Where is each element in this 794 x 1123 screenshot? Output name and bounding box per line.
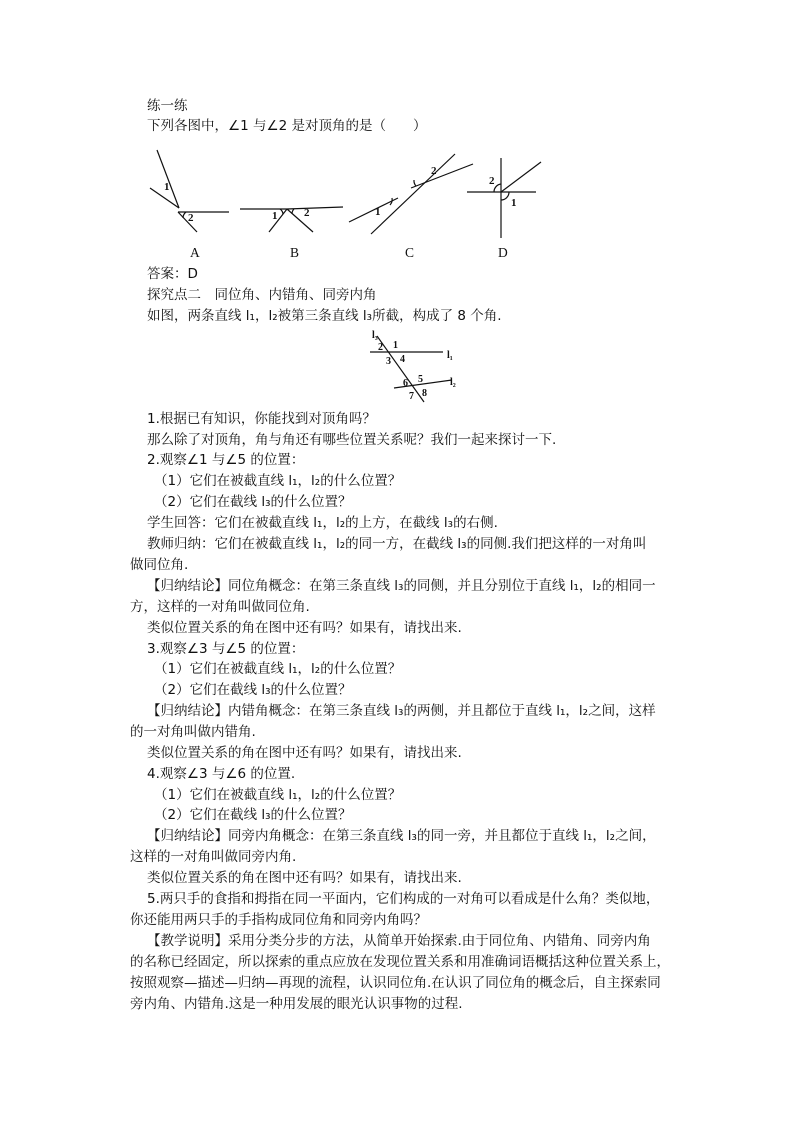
q2-sub2: （2）它们在截线 l₃的什么位置？: [154, 494, 352, 510]
teaching-note-3: 按照观察—描述—归纳—再现的流程，认识同位角.在认识了同位角的概念后，自主探索同: [130, 975, 661, 991]
angle-label-3: 3: [386, 356, 391, 367]
option-a: A: [190, 245, 200, 260]
angle-label-2: 2: [378, 342, 383, 353]
q3-sub1: （1）它们在被截直线 l₁，l₂的什么位置？: [154, 661, 402, 677]
q4-sub2: （2）它们在截线 l₃的什么位置？: [154, 807, 352, 823]
option-a-label-1: 1: [164, 181, 170, 193]
find-more-3: 类似位置关系的角在图中还有吗？如果有，请找出来.: [147, 870, 462, 886]
angle-label-6: 6: [403, 378, 408, 389]
option-d-arc1: [494, 184, 501, 192]
angle-label-4: 4: [400, 354, 405, 365]
option-d-arc2: [501, 192, 509, 200]
find-more-1: 类似位置关系的角在图中还有吗？如果有，请找出来.: [147, 620, 462, 636]
q4-sub1: （1）它们在被截直线 l₁，l₂的什么位置？: [154, 787, 402, 803]
teacher-summary: 教师归纳：它们在被截直线 l₁，l₂的同一方，在截线 l₃的同侧.我们把这样的一对角叫: [147, 536, 647, 552]
option-c-label-2: 2: [431, 165, 437, 177]
line-l3: [377, 336, 424, 402]
teacher-summary-cont: 做同位角.: [130, 557, 189, 573]
q2-title: 2.观察∠1 与∠5 的位置：: [147, 452, 305, 468]
option-d-oblique: [501, 162, 541, 192]
option-c: C: [405, 245, 415, 260]
q5: 5.两只手的食指和拇指在同一平面内，它们构成的一对角可以看成是什么角？类似地，: [147, 891, 660, 907]
angle-label-5: 5: [418, 374, 423, 385]
heading-practice: 练一练: [147, 98, 188, 114]
option-b-arc1: [280, 209, 283, 214]
label-l1: l₁: [447, 350, 453, 361]
conclusion-alternate: 【归纳结论】内错角概念：在第三条直线 l₃的两侧，并且都位于直线 l₁，l₂之间，这样: [147, 703, 656, 719]
student-answer: 学生回答：它们在被截直线 l₁，l₂的上方，在截线 l₃的右侧.: [147, 515, 498, 531]
option-c-line2: [349, 198, 398, 222]
option-c-arc2: [414, 180, 416, 186]
q1-follow: 那么除了对顶角，角与角还有哪些位置关系呢？我们一起来探讨一下.: [147, 432, 557, 448]
option-d-label-2: 2: [489, 175, 495, 187]
angle-label-7: 7: [409, 391, 414, 402]
teaching-note-2: 的名称已经固定，所以探索的重点应放在发现位置关系和用准确词语概括这种位置关系上，: [130, 954, 670, 970]
option-c-line1: [371, 154, 455, 234]
option-b-label-1: 1: [272, 210, 278, 222]
option-a-arc: [183, 212, 186, 218]
option-b-arc2: [292, 209, 294, 214]
option-d-label-1: 1: [511, 197, 517, 209]
teaching-note: 【教学说明】采用分类分步的方法，从简单开始探索.由于同位角、内错角、同旁内角: [147, 933, 651, 949]
q3-title: 3.观察∠3 与∠5 的位置：: [147, 641, 305, 657]
option-a-line1: [157, 150, 179, 208]
conclusion-corresponding-cont: 方，这样的一对角叫做同位角.: [130, 599, 310, 615]
conclusion-corresponding: 【归纳结论】同位角概念：在第三条直线 l₃的同侧，并且分别位于直线 l₁，l₂的相同一: [147, 578, 656, 594]
q4-title: 4.观察∠3 与∠6 的位置.: [147, 766, 296, 782]
question-text: 下列各图中，∠1 与∠2 是对顶角的是（ ）: [147, 118, 427, 134]
q5-cont: 你还能用两只手的手指构成同位角和同旁内角吗？: [130, 912, 427, 928]
figure-transversal: [0, 328, 794, 408]
figure-options: [0, 140, 794, 270]
teaching-note-4: 旁内角、内错角.这是一种用发展的眼光认识事物的过程.: [130, 996, 463, 1012]
label-l3: l₃: [372, 330, 378, 341]
angle-label-8: 8: [422, 388, 427, 399]
option-b: B: [290, 245, 300, 260]
option-b-label-2: 2: [304, 207, 310, 219]
q1: 1.根据已有知识，你能找到对顶角吗？: [147, 411, 376, 427]
q2-sub1: （1）它们在被截直线 l₁，l₂的什么位置？: [154, 473, 402, 489]
option-c-label-1: 1: [375, 206, 381, 218]
option-d: D: [498, 245, 508, 260]
option-c-line3: [411, 164, 473, 188]
angle-label-1: 1: [393, 340, 398, 351]
q3-sub2: （2）它们在截线 l₃的什么位置？: [154, 682, 352, 698]
section-heading: 探究点二 同位角、内错角、同旁内角: [147, 287, 377, 303]
conclusion-alternate-cont: 的一对角叫做内错角.: [130, 724, 256, 740]
option-a-label-2: 2: [188, 212, 194, 224]
option-b-line3: [287, 207, 343, 209]
answer: 答案：D: [147, 266, 198, 282]
conclusion-cointerior-cont: 这样的一对角叫做同旁内角.: [130, 849, 297, 865]
label-l2: l₂: [450, 377, 456, 388]
find-more-2: 类似位置关系的角在图中还有吗？如果有，请找出来.: [147, 745, 462, 761]
conclusion-cointerior: 【归纳结论】同旁内角概念：在第三条直线 l₃的同一旁，并且都位于直线 l₁，l₂之间，: [147, 828, 656, 844]
intro-text: 如图，两条直线 l₁，l₂被第三条直线 l₃所截，构成了 8 个角.: [147, 308, 502, 324]
